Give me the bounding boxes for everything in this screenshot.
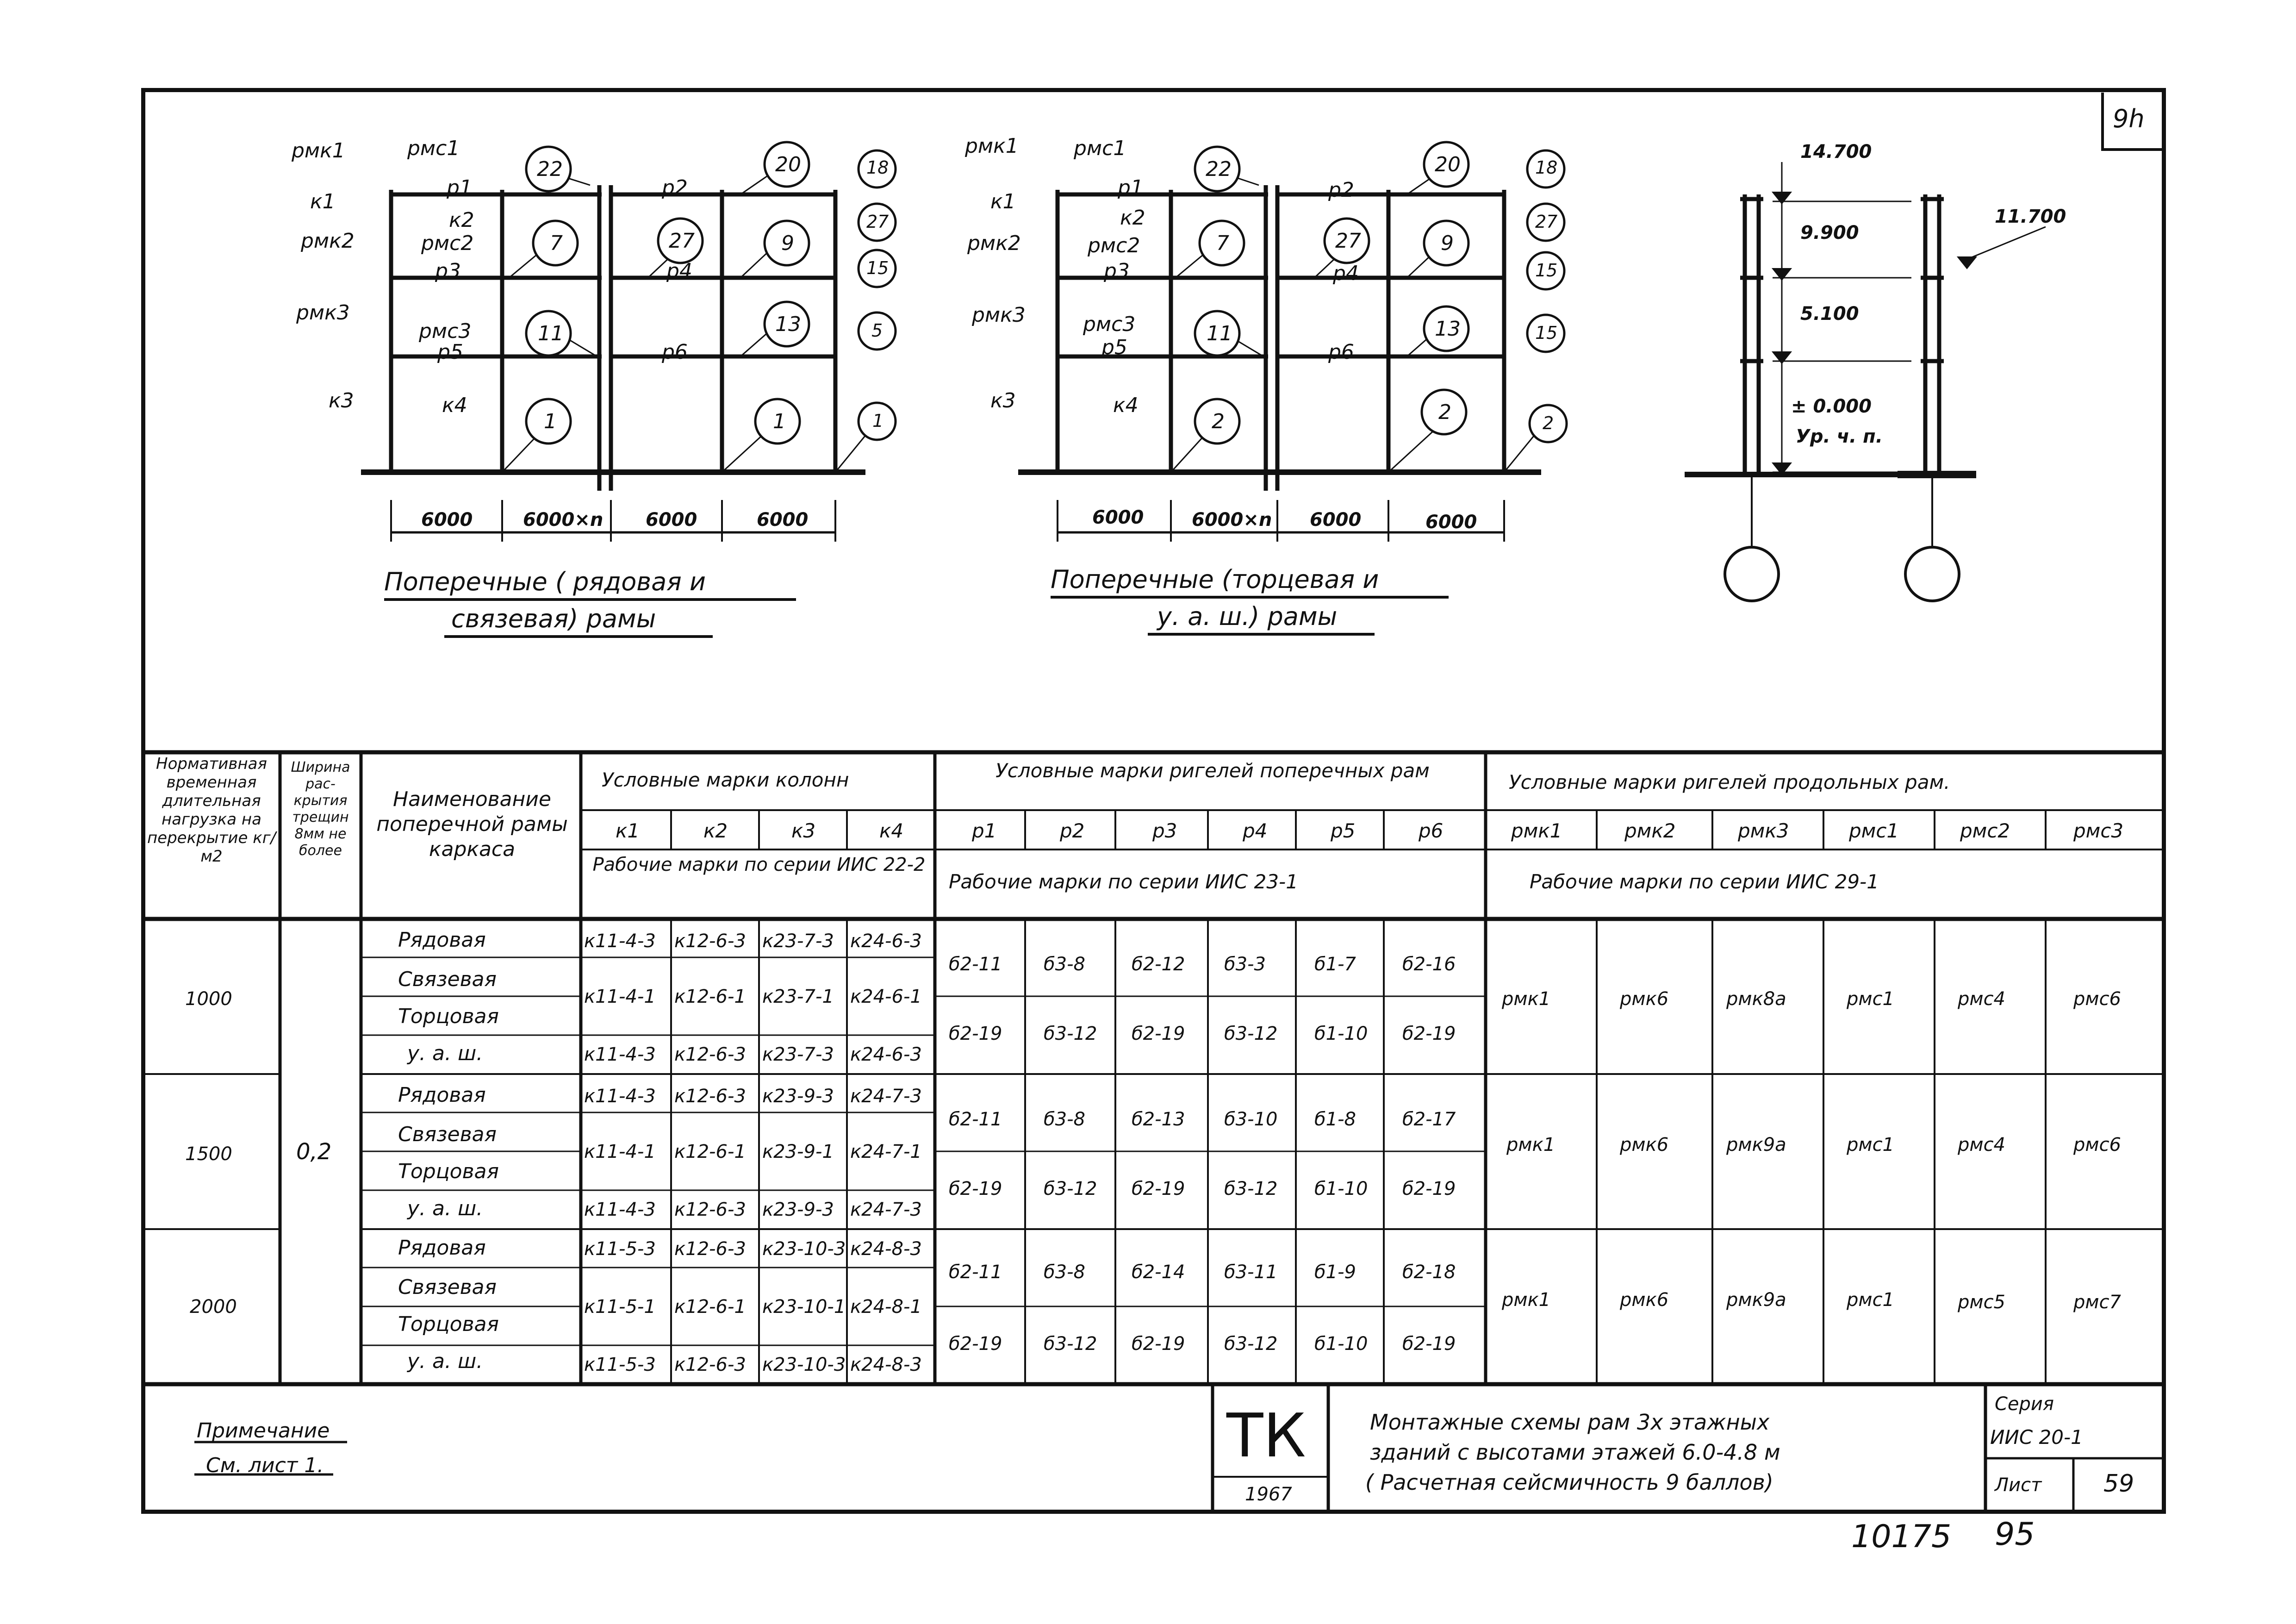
sheet-label: Лист [1995,1474,2042,1496]
r-label-k3: к3 [990,389,1016,412]
span-3: 6000 [646,509,697,531]
cell: б3-12 [1044,1333,1097,1355]
col-k3: к3 [791,819,816,842]
sheet-tag: 9h [2113,104,2145,133]
r-label-rmk1: рмк1 [965,134,1019,158]
cell: б2-19 [949,1023,1002,1044]
label-r4: р4 [666,259,692,283]
cell: рмс4 [1958,1134,2006,1156]
cell: б2-19 [1402,1023,1456,1044]
note-text: См. лист 1. [206,1454,324,1477]
sheet-value: 59 [2103,1470,2134,1498]
cell: б1-10 [1314,1023,1368,1044]
cell: к12-6-3 [674,1086,746,1107]
table-row: Рядовая [398,1083,486,1107]
span-2: 6000×n [523,509,604,531]
col-work: Рабочие марки по серии ИИС 22-2 [592,854,926,875]
circle-7: 7 [550,231,563,255]
cell: к23-9-1 [762,1141,834,1162]
cell: рмк6 [1620,988,1669,1010]
r-circle-9: 9 [1441,231,1454,255]
cell: рмс1 [1847,1134,1895,1156]
cell: к11-5-1 [584,1296,656,1318]
r-label-rms2: рмс2 [1088,234,1140,257]
table-row: Торцовая [398,1160,499,1183]
label-r3: р3 [435,259,461,283]
hdr-beams: Условные марки ригелей поперечных рам [996,759,1430,782]
r-label-rms3: рмс3 [1083,312,1136,336]
cell: б3-12 [1224,1178,1278,1199]
left-caption-1: Поперечные ( рядовая и [384,567,706,596]
cell: б3-12 [1044,1178,1097,1199]
cell: к24-7-3 [850,1086,922,1107]
cell: к12-6-3 [674,931,746,952]
cell: рмс6 [2073,988,2122,1010]
cell: б2-14 [1132,1262,1185,1283]
circle-5: 5 [871,320,883,341]
cell: к12-6-3 [674,1238,746,1260]
table-row: Рядовая [398,928,486,952]
cell: рмс7 [2073,1292,2122,1313]
footer-number: 95 [1995,1516,2035,1553]
cell: б1-10 [1314,1333,1368,1355]
cell: к12-6-1 [674,1296,746,1318]
table-row: Связевая [398,1123,497,1146]
cell: б2-19 [1132,1023,1185,1044]
cell: б3-12 [1224,1023,1278,1044]
cell: рмк6 [1620,1289,1669,1311]
left-caption-2: связевая) рамы [451,604,656,633]
r-label-r4: р4 [1333,262,1359,285]
cell: к12-6-3 [674,1044,746,1065]
cell: рмс5 [1958,1292,2006,1313]
label-k2: к2 [449,208,474,232]
cell: к24-7-3 [850,1199,922,1220]
tk-year: 1967 [1245,1484,1292,1505]
beam-r1: р1 [972,819,997,842]
long-rmk1: рмк1 [1511,819,1562,842]
load-1000: 1000 [185,988,232,1010]
cell: б1-10 [1314,1178,1368,1199]
cell: б2-19 [1132,1178,1185,1199]
long-work: Рабочие марки по серии ИИС 29-1 [1530,870,1879,893]
long-rms1: рмс1 [1849,819,1899,842]
table-row: Торцовая [398,1005,499,1028]
r-circle-2b: 2 [1438,400,1451,424]
beam-r3: р3 [1152,819,1177,842]
cell: рмк1 [1506,1134,1556,1156]
load-2000: 2000 [190,1296,237,1318]
beam-r5: р5 [1331,819,1356,842]
long-rmk2: рмк2 [1624,819,1676,842]
r-label-k4: к4 [1113,394,1139,417]
title-line-1: Монтажные схемы рам 3х этажных [1370,1410,1770,1435]
label-k4: к4 [442,394,467,417]
cell: к23-10-3 [762,1238,846,1260]
elev-0: ± 0.000 [1791,396,1872,417]
table-row: Рядовая [398,1236,486,1260]
cell: к11-4-3 [584,1086,656,1107]
cell: рмк1 [1502,988,1551,1010]
section-view [1685,162,2046,601]
cell: к23-7-1 [762,986,834,1007]
cell: к24-7-1 [850,1141,922,1162]
table-row: у. а. ш. [407,1197,483,1220]
load-1500: 1500 [185,1143,232,1165]
cell: рмс4 [1958,988,2006,1010]
cell: б2-11 [949,1262,1002,1283]
r-span-3: 6000 [1310,509,1362,531]
cell: б1-9 [1314,1262,1356,1283]
right-frame-circles [1195,142,1567,443]
cell: рмс1 [1847,1289,1895,1311]
cell: б2-17 [1402,1109,1456,1130]
hdr-crack: Ширина рас-крытия трещин 8мм не более [291,759,350,859]
cell: б2-19 [1402,1333,1456,1355]
cell: б2-19 [949,1333,1002,1355]
circle-18: 18 [866,157,889,178]
cell: рмс1 [1847,988,1895,1010]
circle-20: 20 [775,153,801,176]
label-rms1: рмс1 [407,137,460,160]
long-rmk3: рмк3 [1738,819,1789,842]
cell: к11-5-3 [584,1354,656,1375]
r-span-4: 6000 [1425,512,1477,533]
span-1: 6000 [421,509,473,531]
table-row: у. а. ш. [407,1349,483,1373]
cell: б3-12 [1044,1023,1097,1044]
elev-5100: 5.100 [1800,303,1859,325]
cell: к11-4-3 [584,931,656,952]
elev-ground: Ур. ч. п. [1796,426,1883,447]
hdr-long: Условные марки ригелей продольных рам. [1509,771,1950,793]
cell: к23-9-3 [762,1199,834,1220]
cell: к24-6-1 [850,986,922,1007]
cell: б2-13 [1132,1109,1185,1130]
cell: б2-19 [1402,1178,1456,1199]
cell: к11-4-3 [584,1199,656,1220]
r-label-k2: к2 [1120,206,1145,230]
r-label-rmk2: рмк2 [967,231,1021,255]
cell: б2-11 [949,954,1002,975]
r-circle-20: 20 [1435,153,1461,176]
footer-code: 10175 [1851,1518,1952,1555]
cell: б3-8 [1044,1262,1085,1283]
cell: б2-19 [1132,1333,1185,1355]
r-circle-27b: 27 [1535,212,1558,232]
cell: к12-6-3 [674,1354,746,1375]
circle-9: 9 [781,231,794,255]
right-caption-2: у. а. ш.) рамы [1157,602,1338,631]
circle-1a: 1 [544,410,557,433]
elev-14700: 14.700 [1800,141,1872,162]
cell: б3-3 [1224,954,1266,975]
crack-value: 0,2 [296,1139,332,1165]
label-r1: р1 [447,176,473,200]
beam-r2: р2 [1060,819,1085,842]
r-circle-15b: 15 [1535,323,1558,343]
col-k4: к4 [879,819,904,842]
span-4: 6000 [757,509,809,531]
cell: б2-16 [1402,954,1456,975]
cell: к23-9-3 [762,1086,834,1107]
cell: рмс6 [2073,1134,2122,1156]
cell: к23-7-3 [762,1044,834,1065]
elev-9900: 9.900 [1800,222,1859,244]
table-row: Связевая [398,968,497,991]
r-label-rmk3: рмк3 [972,303,1026,327]
table-row: Торцовая [398,1312,499,1336]
cell: к11-5-3 [584,1238,656,1260]
cell: рмк8а [1726,988,1786,1010]
cell: б2-11 [949,1109,1002,1130]
cell: к23-10-1 [762,1296,846,1318]
cell: к24-6-3 [850,1044,922,1065]
series-value: ИИС 20-1 [1990,1426,2083,1449]
cell: б2-18 [1402,1262,1456,1283]
hdr-frame: Наименование поперечной рамы каркаса [376,787,568,861]
r-label-r3: р3 [1104,259,1130,283]
cell: рмк6 [1620,1134,1669,1156]
r-label-r2: р2 [1328,178,1354,202]
elev-11700: 11.700 [1995,206,2066,227]
tk-logo: ТК [1226,1400,1306,1471]
cell: б3-12 [1224,1333,1278,1355]
long-rms3: рмс3 [2073,819,2124,842]
r-circle-2c: 2 [1543,413,1554,433]
beam-work: Рабочие марки по серии ИИС 23-1 [949,870,1298,893]
cell: б3-8 [1044,954,1085,975]
cell: к12-6-1 [674,986,746,1007]
circle-11: 11 [538,322,564,345]
table-row: у. а. ш. [407,1042,483,1065]
label-rms3: рмс3 [419,319,472,343]
r-label-r5: р5 [1101,336,1127,359]
series-label: Серия [1995,1393,2054,1415]
cell: к23-7-3 [762,931,834,952]
cell: б2-19 [949,1178,1002,1199]
r-span-2: 6000×n [1192,509,1272,531]
r-circle-7: 7 [1216,231,1229,255]
col-k2: к2 [703,819,728,842]
cell: к24-6-3 [850,931,922,952]
cell: б3-11 [1224,1262,1278,1283]
r-circle-15: 15 [1535,260,1558,281]
cell: к24-8-1 [850,1296,922,1318]
cell: к11-4-1 [584,1141,656,1162]
label-k1: к1 [310,190,336,213]
r-circle-13: 13 [1435,317,1461,341]
label-r5: р5 [437,340,463,364]
cell: б3-8 [1044,1109,1085,1130]
cell: рмк9а [1726,1134,1786,1156]
cell: к11-4-3 [584,1044,656,1065]
circle-22: 22 [537,157,563,181]
beam-r6: р6 [1419,819,1444,842]
right-caption-1: Поперечные (торцевая и [1051,565,1379,594]
circle-1b: 1 [773,410,786,433]
long-rms2: рмс2 [1960,819,2010,842]
r-label-k1: к1 [990,190,1016,213]
label-r6: р6 [662,340,688,364]
cell: к24-8-3 [850,1354,922,1375]
r-label-rms1: рмс1 [1074,137,1126,160]
hdr-load: Нормативная временная длительная нагрузка на перекрытие кг/м2 [147,755,276,866]
label-rmk1: рмк1 [292,139,345,162]
r-circle-22: 22 [1206,157,1232,181]
circle-13: 13 [775,312,801,336]
hdr-cols: Условные марки колонн [602,768,849,791]
r-circle-11: 11 [1207,322,1232,345]
cell: рмк1 [1502,1289,1551,1311]
title-line-2: зданий с высотами этажей 6.0-4.8 м [1370,1440,1780,1465]
r-label-r6: р6 [1328,340,1354,364]
beam-r4: р4 [1243,819,1268,842]
left-frame-circles [526,142,896,443]
note-title: Примечание [197,1419,330,1443]
table-row: Связевая [398,1275,497,1299]
cell: к11-4-1 [584,986,656,1007]
label-rms2: рмс2 [421,231,474,255]
label-rmk2: рмк2 [301,229,355,253]
cell: б3-10 [1224,1109,1278,1130]
cell: к23-10-3 [762,1354,846,1375]
cell: к12-6-1 [674,1141,746,1162]
cell: б1-7 [1314,954,1356,975]
label-r2: р2 [662,176,688,200]
circle-1c: 1 [872,411,884,431]
r-circle-27: 27 [1335,229,1361,253]
r-span-1: 6000 [1092,507,1144,528]
cell: рмк9а [1726,1289,1786,1311]
r-circle-2a: 2 [1212,410,1225,433]
r-label-r1: р1 [1118,176,1144,200]
r-circle-18: 18 [1535,157,1558,178]
cell: б1-8 [1314,1109,1356,1130]
cell: к12-6-3 [674,1199,746,1220]
cell: б2-12 [1132,954,1185,975]
circle-27: 27 [669,229,695,253]
col-k1: к1 [616,819,640,842]
cell: к24-8-3 [850,1238,922,1260]
circle-15: 15 [866,258,889,278]
label-k3: к3 [329,389,354,412]
title-line-3: ( Расчетная сейсмичность 9 баллов) [1365,1470,1773,1495]
label-rmk3: рмк3 [296,301,350,325]
circle-27b: 27 [866,212,889,232]
